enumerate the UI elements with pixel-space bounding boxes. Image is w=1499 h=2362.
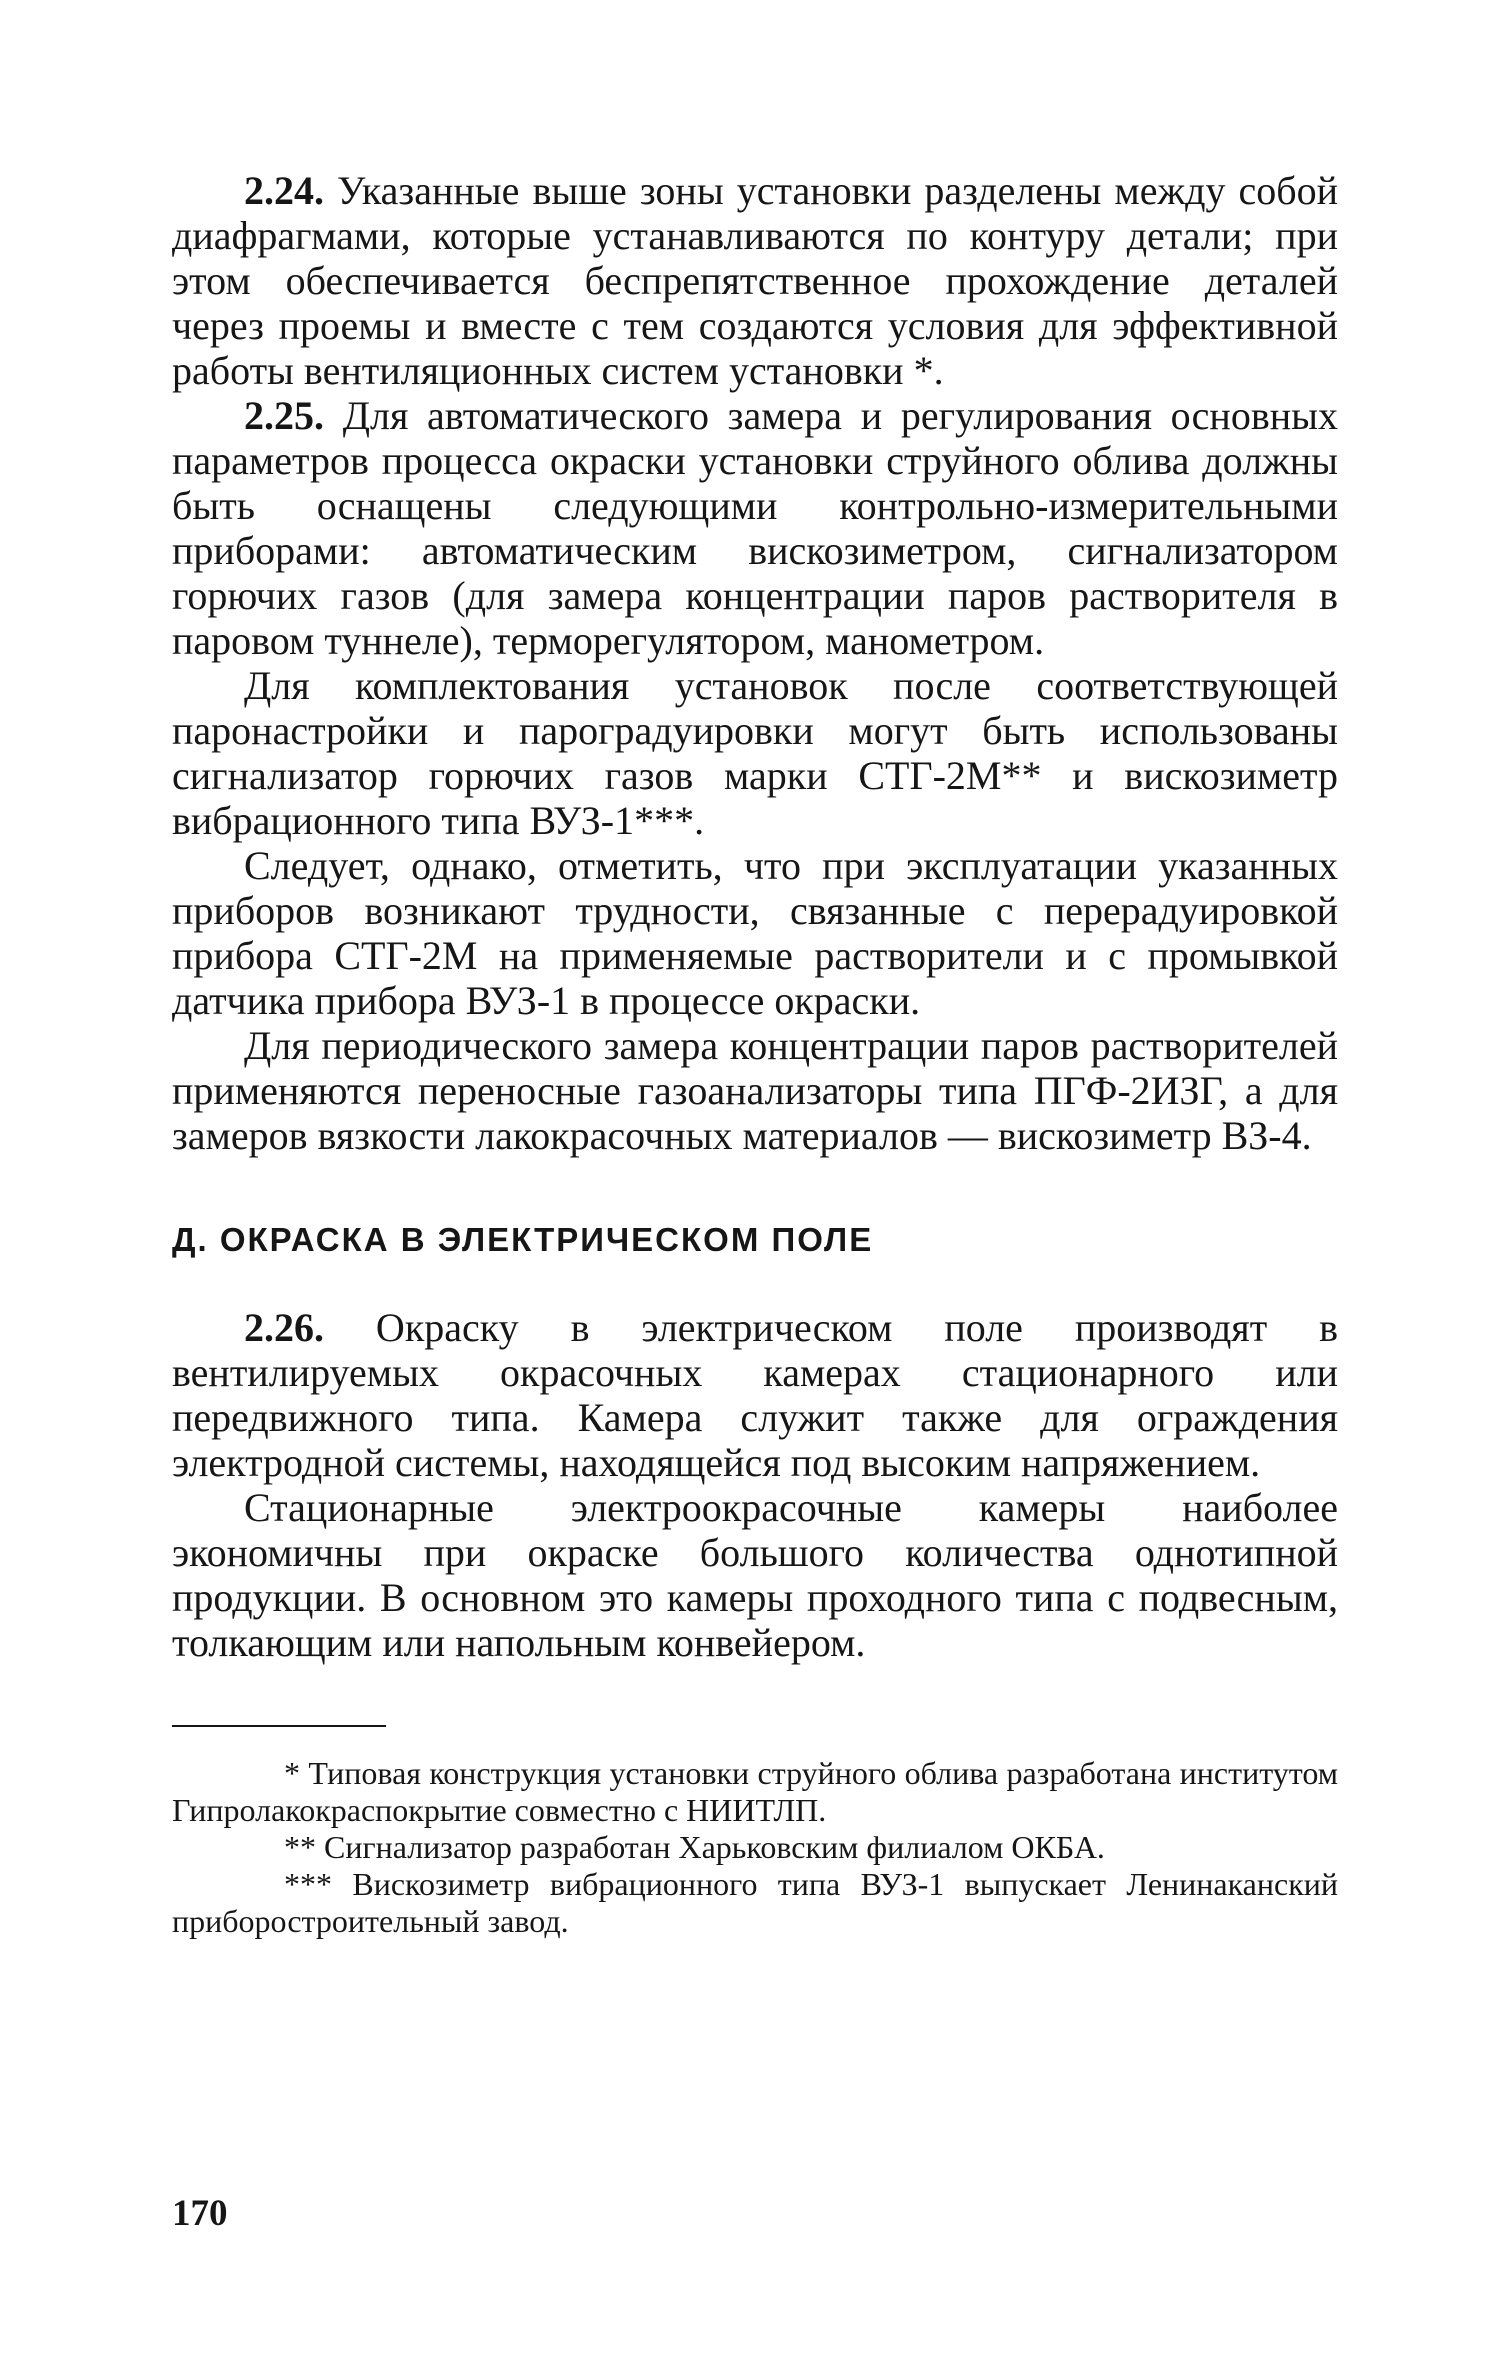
paragraph-number: 2.25. [244, 393, 324, 438]
paragraph-periodic-measure [172, 1023, 1338, 1158]
paragraph-2-25 [172, 393, 1338, 663]
page-body [172, 168, 1338, 1940]
paragraph-difficulties [172, 843, 1338, 1023]
paragraph-2-26 [172, 1305, 1338, 1485]
paragraph-text: Для комплектования установок после соответствующей паронастройки и пароградуировки могут быть использованы сигнализатор горючих газов марки СТГ-2М** и вискозиметр вибрационного типа ВУЗ-1***. [172, 663, 1338, 843]
footnote-3: *** Вискозиметр вибрационного типа ВУЗ-1 выпускает Ленинаканский приборостроительный завод. [172, 1866, 1338, 1939]
paragraph-text: Стационарные электроокрасочные камеры наиболее экономичны при окраске большого количества однотипной продукции. В основном это камеры проходного типа с подвесным, толкающим или напольным конвейером. [172, 1485, 1338, 1665]
paragraph-instruments [172, 663, 1338, 843]
paragraph-number: 2.26. [244, 1305, 324, 1350]
footnote-2: ** Сигнализатор разработан Харьковским филиалом ОКБА. [284, 1829, 1105, 1865]
paragraph-text: Следует, однако, отметить, что при эксплуатации указанных приборов возникают трудности, связанные с перерадуировкой прибора СТГ-2М на применяемые растворители и с промывкой датчика прибора ВУЗ-1 в процессе окраски. [172, 843, 1338, 1023]
paragraph-2-24 [172, 168, 1338, 393]
footnote-1: * Типовая конструкция установки струйного облива разработана институтом Гипролакокраспокрытие совместно с НИИТЛП. [172, 1755, 1338, 1828]
paragraph-text: Для периодического замера концентрации паров растворителей применяются переносные газоанализаторы типа ПГФ-2ИЗГ, а для замеров вязкости лакокрасочных материалов — вискозиметр ВЗ-4. [172, 1023, 1338, 1158]
footnote-divider [172, 1725, 386, 1727]
paragraph-text: Указанные выше зоны установки разделены между собой диафрагмами, которые устанавливаются по контуру детали; при этом обеспечивается беспрепятственное прохождение деталей через проемы и вместе с тем создаются условия для эффективной работы вентиляционных систем установки *. [172, 168, 1338, 393]
paragraph-text: Окраску в электрическом поле производят в вентилируемых окрасочных камерах стационарного или передвижного типа. Камера служит также для ограждения электродной системы, находящейся под высоким напряжением. [172, 1305, 1338, 1485]
paragraph-stationary-booths [172, 1485, 1338, 1665]
paragraph-number: 2.24. [244, 168, 324, 213]
section-heading: Д. ОКРАСКА В ЭЛЕКТРИЧЕСКОМ ПОЛЕ [172, 1221, 874, 1258]
paragraph-text: Для автоматического замера и регулирования основных параметров процесса окраски установки струйного облива должны быть оснащены следующими контрольно-измерительными приборами: автоматическим вискозиметром, сигнализатором горючих газов (для замера концентрации паров растворителя в паровом туннеле), терморегулятором, манометром. [172, 393, 1338, 663]
page-number: 170 [172, 2193, 228, 2234]
